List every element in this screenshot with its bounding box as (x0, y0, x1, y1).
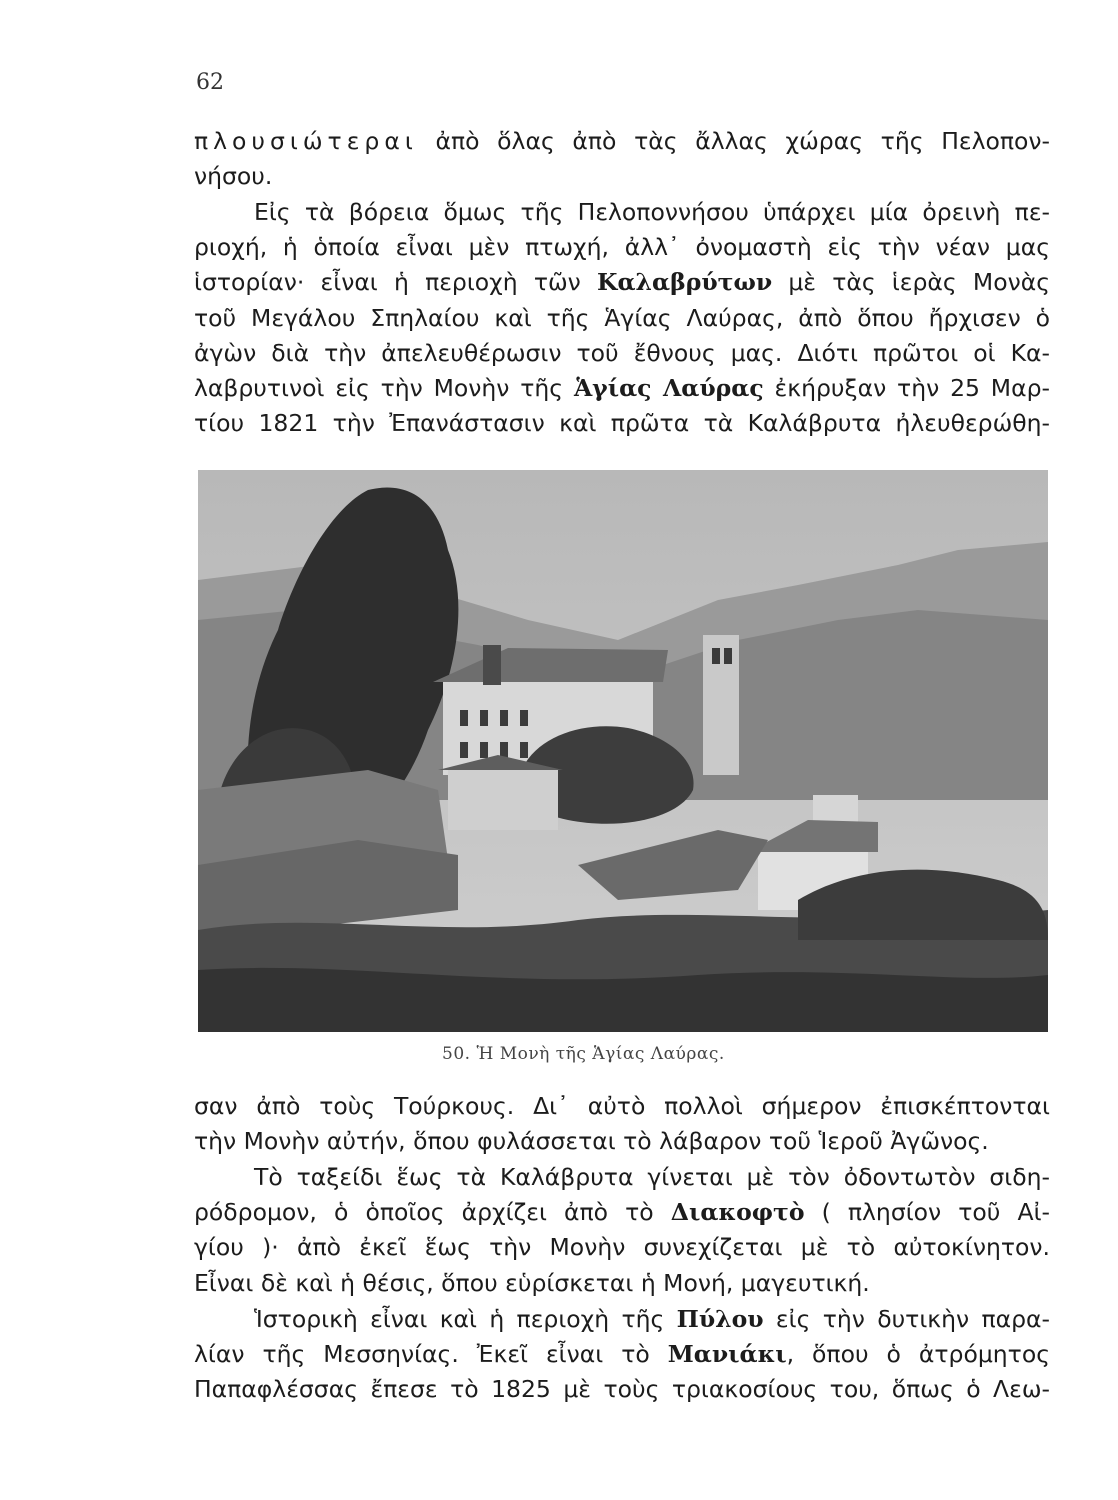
text-line: λίαν τῆς Μεσσηνίας. Ἐκεῖ εἶναι τὸ Μανιάκι, ὅπου ὁ ἀτρόμητος (194, 1340, 1051, 1369)
paragraph-turks (194, 1089, 1050, 1159)
text-line: Τὸ ταξείδι ἕως τὰ Καλάβρυτα γίνεται μὲ τὸν ὀδοντωτὸν σιδη- (254, 1163, 1050, 1191)
paragraph-pylos (194, 1302, 1050, 1408)
text-line: πλουσιώτεραι ἀπὸ ὅλας ἀπὸ τὰς ἄλλας χώρας τῆς Πελοπον- (194, 127, 1050, 155)
page-number: 62 (196, 70, 224, 95)
bold-term-diakofto: Διακοφτὸ (670, 1198, 805, 1227)
bold-term-agia-lavra: Ἁγίας Λαύρας (573, 374, 764, 403)
bold-term-kalavryta: Καλαβρύτων (597, 268, 773, 297)
bold-term-maniaki: Μανιάκι (667, 1340, 787, 1369)
text-line: ρόδρομον, ὁ ὁποῖος ἀρχίζει ἀπὸ τὸ Διακοφτὸ ( πλησίον τοῦ Αἰ- (194, 1198, 1050, 1227)
paragraph-travel (194, 1160, 1050, 1301)
text-line: Εἰς τὰ βόρεια ὅμως τῆς Πελοποννήσου ὑπάρχει μία ὀρεινὴ πε- (254, 198, 1050, 226)
bold-term-pylos: Πύλου (676, 1305, 764, 1333)
text-line: τὴν Μονὴν αὐτήν, ὅπου φυλάσσεται τὸ λάβαρον τοῦ Ἱεροῦ Ἀγῶνος. (194, 1127, 989, 1156)
text-line: τίου 1821 τὴν Ἐπανάστασιν καὶ πρῶτα τὰ Καλάβρυτα ἠλευθερώθη- (194, 409, 1050, 438)
text-line: νήσου. (194, 162, 273, 191)
paragraph-kalavryta (194, 195, 1050, 441)
text-line: ριοχή, ἡ ὁποία εἶναι μὲν πτωχή, ἀλλ᾽ ὀνομαστὴ εἰς τὴν νέαν μας (194, 233, 1050, 262)
text-line: τοῦ Μεγάλου Σπηλαίου καὶ τῆς Ἁγίας Λαύρας, ἀπὸ ὅπου ἤρχισεν ὁ (194, 303, 1050, 332)
text-line: Ἱστορικὴ εἶναι καὶ ἡ περιοχὴ τῆς Πύλου εἰς τὴν δυτικὴν παρα- (254, 1305, 1051, 1333)
paragraph-intro (194, 124, 1050, 194)
text-line: λαβρυτινοὶ εἰς τὴν Μονὴν τῆς Ἁγίας Λαύρας ἐκήρυξαν τὴν 25 Μαρ- (194, 374, 1050, 403)
text-line: Παπαφλέσσας ἔπεσε τὸ 1825 μὲ τοὺς τριακοσίους του, ὅπως ὁ Λεω- (194, 1375, 1050, 1404)
monastery-illustration (198, 470, 1048, 1032)
photo-caption: 50. Ἡ Μονὴ τῆς Ἁγίας Λαύρας. (442, 1044, 725, 1064)
text-line: σαν ἀπὸ τοὺς Τούρκους. Δι᾽ αὐτὸ πολλοὶ σήμερον ἐπισκέπτονται (194, 1092, 1050, 1120)
monastery-photo (198, 470, 1048, 1032)
text-line: ἱστορίαν· εἶναι ἡ περιοχὴ τῶν Καλαβρύτων μὲ τὰς ἱερὰς Μονὰς (194, 268, 1050, 297)
text-line: ἀγὼν διὰ τὴν ἀπελευθέρωσιν τοῦ ἔθνους μας. Διότι πρῶτοι οἱ Κα- (194, 338, 1050, 367)
text-line: γίου )· ἀπὸ ἐκεῖ ἕως τὴν Μονὴν συνεχίζεται μὲ τὸ αὐτοκίνητον. (194, 1233, 1050, 1262)
text-line: Εἶναι δὲ καὶ ἡ θέσις, ὅπου εὑρίσκεται ἡ Μονή, μαγευτική. (194, 1268, 870, 1297)
